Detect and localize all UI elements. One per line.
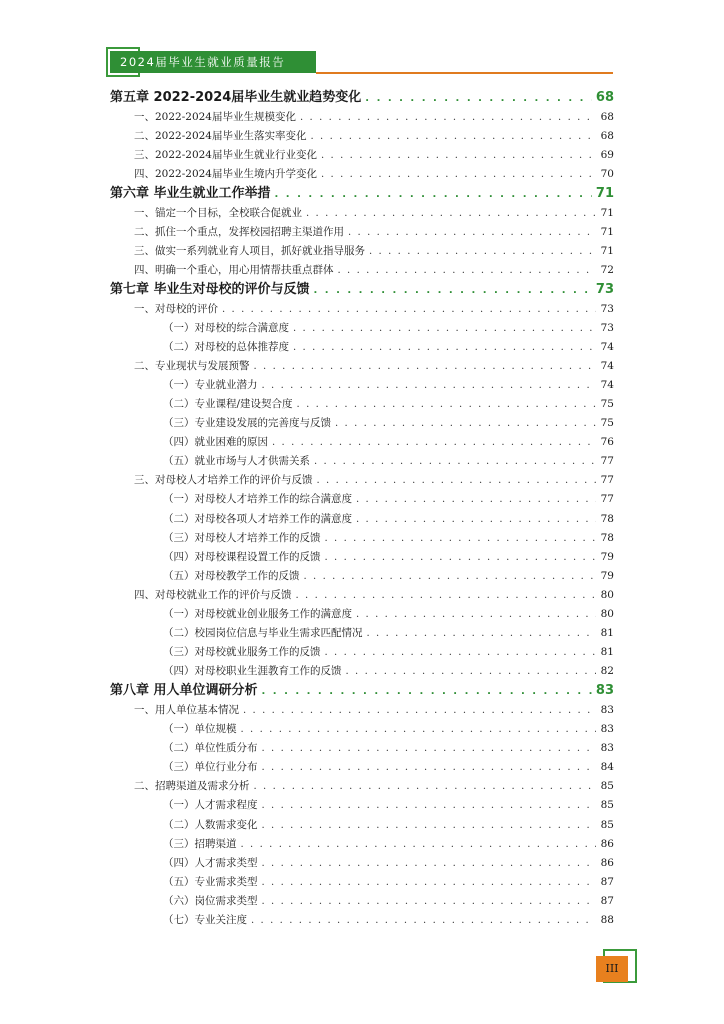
header-divider xyxy=(316,72,613,74)
toc-entry-title: （二）对母校各项人才培养工作的满意度 xyxy=(163,512,352,525)
dot-leader xyxy=(325,529,597,548)
toc-entry-sub[interactable] xyxy=(110,662,614,681)
toc-entry-page-number: 68 xyxy=(595,90,614,105)
toc-entry-title: 一、对母校的评价 xyxy=(134,302,218,315)
dot-leader xyxy=(262,376,597,395)
toc-entry-sec[interactable] xyxy=(110,357,614,376)
dot-leader xyxy=(311,127,597,146)
page-number: III xyxy=(596,956,628,982)
toc-entry-title: （五）就业市场与人才供需关系 xyxy=(163,455,310,468)
dot-leader xyxy=(262,873,597,892)
toc-entry-title: （四）就业困难的原因 xyxy=(163,436,268,449)
dot-leader xyxy=(262,739,597,758)
toc-entry-title: 第五章 2022-2024届毕业生就业趋势变化 xyxy=(110,90,362,105)
toc-entry-sec[interactable] xyxy=(110,146,614,165)
report-title-banner: 2024届毕业生就业质量报告 xyxy=(110,51,316,73)
toc-entry-title: （四）对母校职业生涯教育工作的反馈 xyxy=(163,665,342,678)
dot-leader xyxy=(275,185,592,204)
toc-entry-sub[interactable] xyxy=(110,395,614,414)
toc-entry-title: （四）对母校课程设置工作的反馈 xyxy=(163,550,321,563)
dot-leader xyxy=(241,720,597,739)
toc-entry-chapter[interactable] xyxy=(110,280,614,300)
toc-entry-page-number: 80 xyxy=(600,588,614,601)
toc-entry-page-number: 79 xyxy=(600,550,614,563)
toc-entry-sec[interactable] xyxy=(110,701,614,720)
toc-entry-page-number: 77 xyxy=(600,455,614,468)
toc-entry-page-number: 81 xyxy=(600,627,614,640)
dot-leader xyxy=(254,777,597,796)
toc-entry-sub[interactable] xyxy=(110,796,614,815)
dot-leader xyxy=(262,682,592,701)
toc-entry-title: 二、2022-2024届毕业生落实率变化 xyxy=(134,129,307,142)
toc-entry-page-number: 68 xyxy=(600,129,614,142)
toc-entry-sec[interactable] xyxy=(110,223,614,242)
toc-entry-page-number: 83 xyxy=(600,704,614,716)
toc-entry-page-number: 83 xyxy=(595,683,614,699)
dot-leader xyxy=(335,414,596,433)
toc-entry-sub[interactable] xyxy=(110,892,614,911)
toc-entry-page-number: 86 xyxy=(600,856,614,869)
toc-entry-page-number: 87 xyxy=(600,875,614,888)
toc-entry-page-number: 73 xyxy=(595,281,614,297)
dot-leader xyxy=(348,223,596,242)
toc-entry-page-number: 83 xyxy=(600,723,614,736)
dot-leader xyxy=(262,816,597,835)
toc-entry-title: （四）人才需求类型 xyxy=(163,856,258,869)
dot-leader xyxy=(262,758,597,777)
toc-entry-title: （一）对母校就业创业服务工作的满意度 xyxy=(163,608,352,621)
dot-leader xyxy=(293,338,596,357)
toc-entry-sec[interactable] xyxy=(110,242,614,261)
toc-entry-page-number: 82 xyxy=(600,665,614,678)
toc-entry-title: （二）对母校的总体推荐度 xyxy=(163,340,289,353)
toc-entry-title: 三、对母校人才培养工作的评价与反馈 xyxy=(134,474,313,487)
toc-entry-title: （二）单位性质分布 xyxy=(163,742,258,755)
dot-leader xyxy=(365,89,592,108)
toc-entry-sub[interactable] xyxy=(110,433,614,452)
dot-leader xyxy=(222,300,596,319)
toc-entry-page-number: 72 xyxy=(600,263,614,276)
toc-entry-sub[interactable] xyxy=(110,567,614,586)
dot-leader xyxy=(262,892,597,911)
toc-entry-chapter[interactable] xyxy=(110,88,614,108)
toc-entry-sub[interactable] xyxy=(110,529,614,548)
toc-entry-sub[interactable] xyxy=(110,452,614,471)
toc-entry-page-number: 80 xyxy=(600,608,614,621)
toc-entry-title: （一）对母校人才培养工作的综合满意度 xyxy=(163,493,352,506)
dot-leader xyxy=(306,204,596,223)
toc-entry-page-number: 85 xyxy=(600,799,614,812)
dot-leader xyxy=(304,567,597,586)
dot-leader xyxy=(296,586,597,605)
toc-entry-title: 四、对母校就业工作的评价与反馈 xyxy=(134,588,292,601)
toc-entry-page-number: 70 xyxy=(600,167,614,180)
toc-entry-title: 一、锚定一个目标，全校联合促就业 xyxy=(134,206,302,219)
toc-entry-title: （二）校园岗位信息与毕业生需求匹配情况 xyxy=(163,627,363,640)
toc-entry-page-number: 73 xyxy=(600,321,614,334)
toc-entry-title: （一）单位规模 xyxy=(163,723,237,736)
toc-entry-page-number: 85 xyxy=(600,780,614,793)
toc-entry-title: 第七章 毕业生对母校的评价与反馈 xyxy=(110,281,310,297)
toc-entry-sub[interactable] xyxy=(110,873,614,892)
toc-entry-sub[interactable] xyxy=(110,414,614,433)
dot-leader xyxy=(243,701,596,720)
toc-entry-title: （三）专业建设发展的完善度与反馈 xyxy=(163,417,331,430)
toc-entry-page-number: 86 xyxy=(600,837,614,850)
toc-entry-page-number: 87 xyxy=(600,894,614,907)
toc-entry-sub[interactable] xyxy=(110,911,614,930)
toc-entry-title: 二、招聘渠道及需求分析 xyxy=(134,780,250,793)
toc-entry-page-number: 76 xyxy=(600,436,614,449)
toc-entry-sub[interactable] xyxy=(110,338,614,357)
dot-leader xyxy=(272,433,596,452)
table-of-contents xyxy=(110,88,614,930)
dot-leader xyxy=(325,643,597,662)
toc-entry-sub[interactable] xyxy=(110,720,614,739)
toc-entry-page-number: 71 xyxy=(600,244,614,257)
dot-leader xyxy=(321,146,596,165)
dot-leader xyxy=(241,835,597,854)
toc-entry-title: （三）对母校人才培养工作的反馈 xyxy=(163,531,321,544)
toc-entry-title: 三、2022-2024届毕业生就业行业变化 xyxy=(134,148,317,161)
toc-entry-title: 第六章 毕业生就业工作举措 xyxy=(110,185,271,201)
toc-entry-title: （六）岗位需求类型 xyxy=(163,894,258,907)
toc-entry-page-number: 77 xyxy=(600,493,614,506)
toc-entry-sec[interactable] xyxy=(110,165,614,184)
toc-entry-title: （二）专业课程/建设契合度 xyxy=(163,398,293,410)
dot-leader xyxy=(325,548,597,567)
toc-entry-page-number: 88 xyxy=(600,914,614,927)
dot-leader xyxy=(262,854,597,873)
toc-entry-page-number: 73 xyxy=(600,302,614,315)
toc-entry-sub[interactable] xyxy=(110,854,614,873)
toc-entry-title: （三）对母校就业服务工作的反馈 xyxy=(163,646,321,659)
toc-entry-title: 一、用人单位基本情况 xyxy=(134,704,239,716)
toc-entry-page-number: 74 xyxy=(600,378,614,391)
dot-leader xyxy=(317,471,597,490)
toc-entry-title: （五）专业需求类型 xyxy=(163,875,258,888)
toc-entry-page-number: 71 xyxy=(600,225,614,238)
toc-entry-title: 一、2022-2024届毕业生规模变化 xyxy=(134,110,296,123)
dot-leader xyxy=(321,165,596,184)
toc-entry-page-number: 77 xyxy=(600,474,614,487)
toc-entry-page-number: 81 xyxy=(600,646,614,659)
toc-entry-page-number: 85 xyxy=(600,818,614,831)
toc-entry-title: 第八章 用人单位调研分析 xyxy=(110,683,258,699)
toc-entry-sub[interactable] xyxy=(110,816,614,835)
toc-entry-title: （二）人数需求变化 xyxy=(163,818,258,831)
dot-leader xyxy=(369,242,596,261)
toc-entry-sub[interactable] xyxy=(110,643,614,662)
dot-leader xyxy=(251,911,596,930)
dot-leader xyxy=(356,510,596,529)
toc-entry-title: 二、抓住一个重点，发挥校园招聘主渠道作用 xyxy=(134,225,344,238)
toc-entry-title: （一）对母校的综合满意度 xyxy=(163,321,289,334)
toc-entry-page-number: 74 xyxy=(600,359,614,372)
toc-entry-sub[interactable] xyxy=(110,490,614,509)
toc-entry-page-number: 71 xyxy=(595,185,614,201)
toc-entry-chapter[interactable] xyxy=(110,184,614,204)
dot-leader xyxy=(356,605,596,624)
toc-entry-title: （三）单位行业分布 xyxy=(163,761,258,774)
toc-entry-page-number: 75 xyxy=(600,398,614,410)
toc-entry-sub[interactable] xyxy=(110,624,614,643)
toc-entry-title: 二、专业现状与发展预警 xyxy=(134,359,250,372)
toc-entry-sec[interactable] xyxy=(110,300,614,319)
toc-entry-sec[interactable] xyxy=(110,471,614,490)
toc-entry-page-number: 68 xyxy=(600,110,614,123)
toc-entry-sub[interactable] xyxy=(110,758,614,777)
toc-entry-page-number: 74 xyxy=(600,340,614,353)
toc-entry-page-number: 69 xyxy=(600,148,614,161)
toc-entry-page-number: 75 xyxy=(600,417,614,430)
dot-leader xyxy=(346,662,597,681)
toc-entry-sub[interactable] xyxy=(110,739,614,758)
toc-entry-page-number: 83 xyxy=(600,742,614,755)
toc-entry-sec[interactable] xyxy=(110,127,614,146)
toc-entry-sec[interactable] xyxy=(110,777,614,796)
toc-entry-page-number: 78 xyxy=(600,512,614,525)
toc-entry-page-number: 71 xyxy=(600,206,614,219)
toc-entry-title: （七）专业关注度 xyxy=(163,914,247,927)
toc-entry-sec[interactable] xyxy=(110,204,614,223)
dot-leader xyxy=(314,452,596,471)
toc-entry-sub[interactable] xyxy=(110,376,614,395)
toc-entry-sub[interactable] xyxy=(110,510,614,529)
dot-leader xyxy=(262,796,597,815)
dot-leader xyxy=(314,281,592,300)
toc-entry-title: 三、做实一系列就业育人项目，抓好就业指导服务 xyxy=(134,244,365,257)
toc-entry-page-number: 79 xyxy=(600,569,614,582)
toc-entry-title: （一）人才需求程度 xyxy=(163,799,258,812)
toc-entry-sub[interactable] xyxy=(110,605,614,624)
dot-leader xyxy=(300,108,596,127)
toc-entry-chapter[interactable] xyxy=(110,681,614,701)
toc-entry-title: （三）招聘渠道 xyxy=(163,837,237,850)
toc-entry-sec[interactable] xyxy=(110,108,614,127)
toc-entry-title: （五）对母校教学工作的反馈 xyxy=(163,569,300,582)
dot-leader xyxy=(367,624,597,643)
dot-leader xyxy=(293,319,596,338)
toc-entry-sec[interactable] xyxy=(110,586,614,605)
toc-entry-title: 四、2022-2024届毕业生境内升学变化 xyxy=(134,167,317,180)
dot-leader xyxy=(338,261,597,280)
toc-entry-title: 四、明确一个重心，用心用情帮扶重点群体 xyxy=(134,263,334,276)
dot-leader xyxy=(297,395,596,414)
toc-entry-sub[interactable] xyxy=(110,835,614,854)
toc-entry-sub[interactable] xyxy=(110,548,614,567)
dot-leader xyxy=(254,357,597,376)
toc-entry-page-number: 78 xyxy=(600,531,614,544)
toc-entry-title: （一）专业就业潜力 xyxy=(163,378,258,391)
dot-leader xyxy=(356,490,596,509)
toc-entry-sub[interactable] xyxy=(110,319,614,338)
toc-entry-sec[interactable] xyxy=(110,261,614,280)
toc-entry-page-number: 84 xyxy=(600,761,614,774)
